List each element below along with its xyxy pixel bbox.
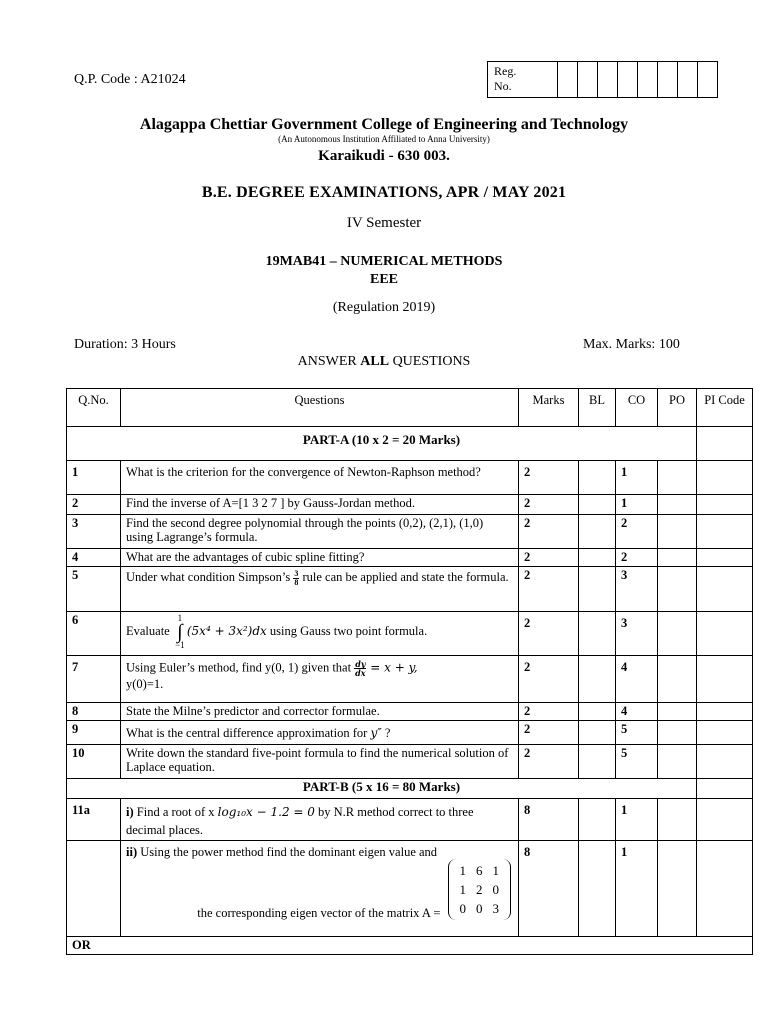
question-pi <box>697 721 753 745</box>
question-marks: 8 <box>519 841 579 937</box>
question-text <box>121 612 519 656</box>
question-marks: 2 <box>519 612 579 656</box>
question-text-part: ? <box>381 726 391 740</box>
question-co: 3 <box>616 567 658 612</box>
header-qno: Q.No. <box>67 389 121 427</box>
question-bl <box>579 461 616 495</box>
question-marks: 2 <box>519 461 579 495</box>
matrix-cell: 1 <box>492 863 499 878</box>
table-row <box>67 703 753 721</box>
question-text: What is the criterion for the convergence of Newton-Raphson method? <box>121 461 519 495</box>
question-co: 2 <box>616 515 658 549</box>
question-text-part: rule can be applied and state the formula. <box>299 570 509 584</box>
question-number: 1 <box>67 461 121 495</box>
question-text-part: by N.R method correct to three decimal places. <box>126 805 474 837</box>
question-po <box>658 495 697 515</box>
qp-code: Q.P. Code : A21024 <box>74 72 186 87</box>
question-text-part: y(0)=1. <box>126 677 164 691</box>
reg-digit-box <box>658 62 678 98</box>
question-co: 3 <box>616 612 658 656</box>
empty-cell <box>697 779 753 799</box>
table-row <box>67 841 753 937</box>
autonomous-note: (An Autonomous Institution Affiliated to Anna University) <box>278 134 490 144</box>
question-po <box>658 461 697 495</box>
question-pi <box>697 567 753 612</box>
question-marks: 2 <box>519 549 579 567</box>
reg-digit-box <box>618 62 638 98</box>
question-bl <box>579 799 616 841</box>
question-co: 2 <box>616 549 658 567</box>
question-pi <box>697 745 753 779</box>
header-marks: Marks <box>519 389 579 427</box>
semester: IV Semester <box>346 215 422 231</box>
table-row <box>67 567 753 612</box>
integral-lower-limit: −1 <box>175 640 185 650</box>
reg-no-label <box>488 62 558 98</box>
question-number: 3 <box>67 515 121 549</box>
question-text-part: Evaluate <box>126 623 173 638</box>
header-bl: BL <box>579 389 616 427</box>
question-bl <box>579 612 616 656</box>
matrix-A <box>448 859 512 920</box>
question-bl <box>579 703 616 721</box>
duration: Duration: 3 Hours <box>74 337 176 352</box>
question-marks: 2 <box>519 703 579 721</box>
or-label: OR <box>67 937 753 955</box>
math-expression: = x + y, <box>366 660 418 675</box>
part-b-row <box>67 779 753 799</box>
course-title: 19MAB41 – NUMERICAL METHODS <box>265 254 503 269</box>
question-bl <box>579 841 616 937</box>
table-row <box>67 461 753 495</box>
table-row <box>67 799 753 841</box>
question-po <box>658 703 697 721</box>
college-name: Alagappa Chettiar Government College of Engineering and Technology <box>139 116 629 133</box>
reg-no-box <box>487 61 718 98</box>
reg-digit-box <box>558 62 578 98</box>
reg-label-line1: Reg. <box>494 64 517 78</box>
question-text <box>121 567 519 612</box>
question-pi <box>697 656 753 703</box>
question-pi <box>697 841 753 937</box>
matrix-cell: 1 <box>459 863 466 878</box>
question-pi <box>697 612 753 656</box>
table-row <box>67 515 753 549</box>
question-marks: 2 <box>519 656 579 703</box>
question-number: 4 <box>67 549 121 567</box>
table-row <box>67 721 753 745</box>
exam-title: B.E. DEGREE EXAMINATIONS, APR / MAY 2021 <box>201 184 567 201</box>
question-number: 2 <box>67 495 121 515</box>
question-po <box>658 515 697 549</box>
question-pi <box>697 461 753 495</box>
question-bl <box>579 745 616 779</box>
question-pi <box>697 549 753 567</box>
or-row <box>67 937 753 955</box>
question-number: 10 <box>67 745 121 779</box>
reg-digit-box <box>578 62 598 98</box>
integral-upper-limit: 1 <box>177 613 183 623</box>
question-number: 6 <box>67 612 121 656</box>
question-marks: 8 <box>519 799 579 841</box>
answer-instruction <box>0 354 768 370</box>
matrix-cell: 0 <box>459 901 466 916</box>
matrix-cell: 1 <box>459 882 466 897</box>
question-bl <box>579 515 616 549</box>
fraction <box>354 660 366 677</box>
question-co: 1 <box>616 841 658 937</box>
question-marks: 2 <box>519 567 579 612</box>
question-text-part: the corresponding eigen vector of the matrix A = <box>197 906 441 920</box>
sub-question-label: i) <box>126 805 134 819</box>
fraction-numerator: dy <box>355 659 366 669</box>
header-pi-code: PI Code <box>697 389 753 427</box>
question-number: 9 <box>67 721 121 745</box>
reg-digit-box <box>678 62 698 98</box>
table-row <box>67 656 753 703</box>
math-expression: log₁₀x − 1.2 = 0 <box>217 805 315 819</box>
part-b-heading: PART-B (5 x 16 = 80 Marks) <box>67 779 697 799</box>
question-table <box>66 388 753 955</box>
integral-symbol <box>173 614 187 650</box>
question-text: Find the second degree polynomial through the points (0,2), (2,1), (1,0) using Lagrange’s formula. <box>121 515 519 549</box>
question-pi <box>697 495 753 515</box>
math-expression: (5x⁴ + 3x²)dx <box>186 623 267 638</box>
math-expression: y″ <box>370 726 382 740</box>
question-po <box>658 549 697 567</box>
question-text-part: Under what condition Simpson’s <box>126 570 294 584</box>
table-row <box>67 612 753 656</box>
question-text <box>121 721 519 745</box>
question-pi <box>697 515 753 549</box>
table-row <box>67 549 753 567</box>
question-number: 11a <box>67 799 121 841</box>
question-co: 5 <box>616 721 658 745</box>
college-city: Karaikudi - 630 003. <box>318 148 450 164</box>
question-text <box>121 799 519 841</box>
question-po <box>658 567 697 612</box>
reg-digit-box <box>638 62 658 98</box>
question-po <box>658 721 697 745</box>
question-marks: 2 <box>519 495 579 515</box>
header-co: CO <box>616 389 658 427</box>
question-po <box>658 841 697 937</box>
question-text-part: Using the power method find the dominant eigen value and <box>137 845 438 859</box>
answer-suffix: QUESTIONS <box>389 354 471 369</box>
max-marks: Max. Marks: 100 <box>583 337 680 352</box>
question-text-part: Using Euler’s method, find y(0, 1) given that <box>126 660 355 675</box>
question-text-part: Find a root of x <box>133 805 218 819</box>
question-bl <box>579 549 616 567</box>
question-co: 4 <box>616 656 658 703</box>
table-row <box>67 495 753 515</box>
header-questions: Questions <box>121 389 519 427</box>
question-text-part: using Gauss two point formula. <box>266 623 428 638</box>
question-bl <box>579 656 616 703</box>
matrix-cell: 0 <box>492 882 499 897</box>
empty-cell <box>697 427 753 461</box>
question-co: 1 <box>616 495 658 515</box>
question-co: 5 <box>616 745 658 779</box>
question-pi <box>697 703 753 721</box>
sub-question-label: ii) <box>126 845 138 859</box>
table-header-row <box>67 389 753 427</box>
header-po: PO <box>658 389 697 427</box>
question-co: 4 <box>616 703 658 721</box>
fraction-numerator: 3 <box>294 568 299 578</box>
question-number: 5 <box>67 567 121 612</box>
question-text <box>121 656 519 703</box>
regulation: (Regulation 2019) <box>332 300 436 315</box>
question-text: Find the inverse of A=[1 3 2 7 ] by Gauss-Jordan method. <box>121 495 519 515</box>
table-row <box>67 745 753 779</box>
part-a-heading: PART-A (10 x 2 = 20 Marks) <box>67 427 697 461</box>
question-po <box>658 799 697 841</box>
question-marks: 2 <box>519 515 579 549</box>
question-co: 1 <box>616 461 658 495</box>
reg-digit-box <box>598 62 618 98</box>
question-pi <box>697 799 753 841</box>
question-number <box>67 841 121 937</box>
question-co: 1 <box>616 799 658 841</box>
question-marks: 2 <box>519 745 579 779</box>
question-bl <box>579 495 616 515</box>
question-marks: 2 <box>519 721 579 745</box>
question-text: State the Milne’s predictor and corrector formulae. <box>121 703 519 721</box>
question-text-part: What is the central difference approximation for <box>126 726 371 740</box>
reg-label-line2: No. <box>494 79 512 93</box>
question-po <box>658 656 697 703</box>
department: EEE <box>369 272 398 287</box>
question-bl <box>579 721 616 745</box>
question-number: 7 <box>67 656 121 703</box>
integral-sign: ∫ <box>177 621 183 643</box>
question-text: Write down the standard five-point formula to find the numerical solution of Laplace equation. <box>121 745 519 779</box>
fraction-denominator: dx <box>355 668 366 678</box>
answer-bold: ALL <box>360 354 390 369</box>
answer-prefix: ANSWER <box>297 354 361 369</box>
matrix-cell: 2 <box>476 882 483 897</box>
matrix-cell: 6 <box>476 863 483 878</box>
question-number: 8 <box>67 703 121 721</box>
question-po <box>658 612 697 656</box>
question-bl <box>579 567 616 612</box>
part-a-row <box>67 427 753 461</box>
question-text <box>121 841 519 937</box>
matrix-cell: 0 <box>476 901 483 916</box>
matrix-line <box>126 859 513 920</box>
question-po <box>658 745 697 779</box>
question-text: What are the advantages of cubic spline fitting? <box>121 549 519 567</box>
fraction-denominator: 8 <box>294 577 299 587</box>
reg-digit-box <box>698 62 718 98</box>
matrix-cell: 3 <box>492 901 499 916</box>
